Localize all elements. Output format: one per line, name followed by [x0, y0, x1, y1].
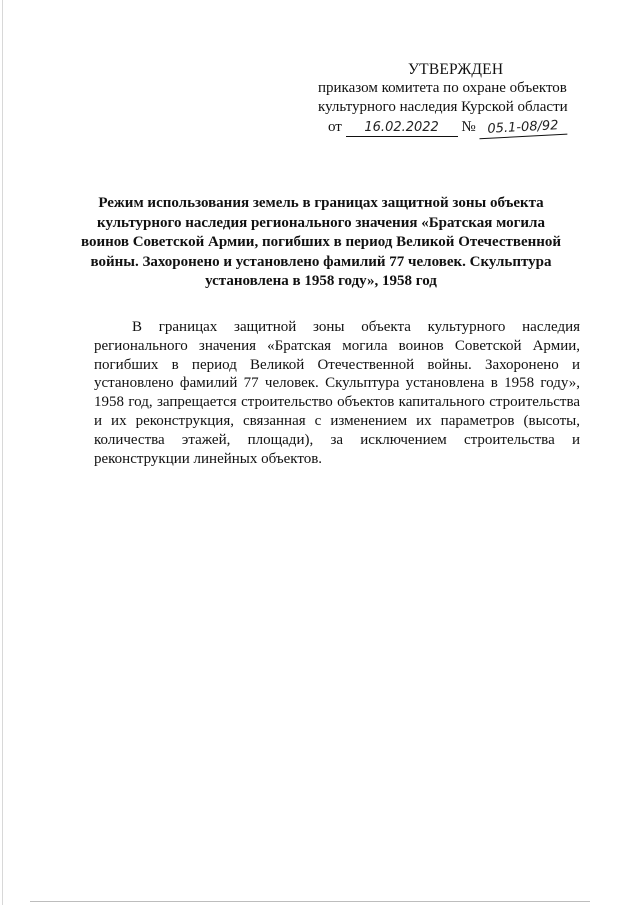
approval-heading: УТВЕРЖДЕН: [408, 61, 504, 78]
title-line: установлена в 1958 году», 1958 год: [205, 273, 437, 289]
body-line: 1958 год, запрещается строительство объектов капитального строительства: [94, 394, 580, 411]
handwritten-order-number: 05.1-08/92: [479, 118, 568, 140]
document-title: [78, 194, 564, 292]
body-line: количества этажей, площади), за исключением строительства и: [94, 431, 580, 448]
title-line: Режим использования земель в границах защитной зоны объекта: [98, 195, 544, 211]
approval-line-2: культурного наследия Курской области: [318, 99, 568, 115]
approval-stamp-block: [318, 60, 608, 137]
body-line: регионального значения «Братская могила воинов Советской Армии,: [94, 337, 580, 354]
date-prefix: от: [328, 119, 342, 135]
scan-left-edge: [2, 0, 3, 905]
body-line: погибших в период Великой Отечественной войны. Захоронено и: [94, 356, 580, 373]
approval-line-1: приказом комитета по охране объектов: [318, 80, 567, 96]
approval-date-number-row: [318, 118, 608, 137]
title-line: войны. Захоронено и установлено фамилий 77 человек. Скульптура: [90, 253, 552, 270]
body-line: и их реконструкция, связанная с изменением их параметров (высоты,: [94, 412, 580, 429]
body-line: установлено фамилий 77 человек. Скульптура установлена в 1958 году»,: [94, 375, 580, 392]
body-paragraph: [94, 318, 580, 468]
scan-bottom-edge: [30, 901, 590, 902]
number-prefix: №: [461, 119, 476, 135]
title-line: воинов Советской Армии, погибших в период Великой Отечественной: [80, 234, 562, 250]
handwritten-date: 16.02.2022: [346, 120, 458, 137]
body-line: реконструкции линейных объектов.: [94, 450, 323, 467]
body-line: В границах защитной зоны объекта культурного наследия: [132, 319, 580, 335]
title-line: культурного наследия регионального значения «Братская могила: [97, 214, 545, 231]
